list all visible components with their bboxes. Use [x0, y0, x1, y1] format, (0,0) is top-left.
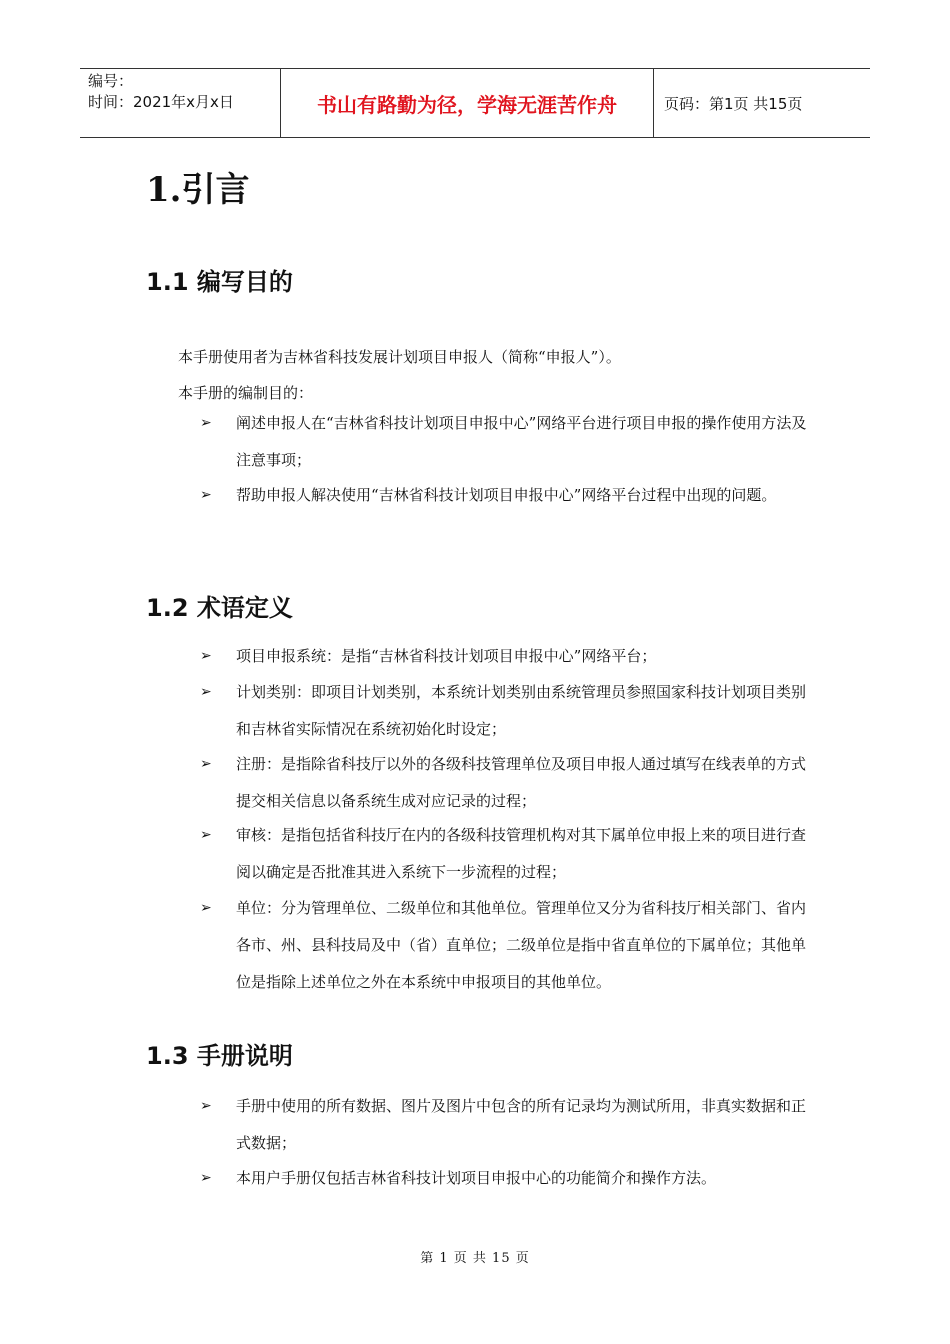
document-title: 1.引言 [146, 170, 250, 210]
paragraph: 本手册的编制目的： [178, 384, 314, 402]
time-label: 时间：2021年x月x日 [88, 93, 234, 111]
list-item: ➢ 审核：是指包括省科技厅在内的各级科技管理机构对其下属单位申报上来的项目进行查阅以确定是否批准其进入系统下一步流程的过程； [200, 817, 810, 891]
bullet-arrow-icon: ➢ [200, 1098, 212, 1114]
list-item: ➢ 单位：分为管理单位、二级单位和其他单位。管理单位又分为省科技厅相关部门、省内各市、州、县科技局及中（省）直单位；二级单位是指中省直单位的下属单位；其他单位是指除上述单位之外在本系统中申报项目的其他单位。 [200, 890, 810, 1001]
header-meta [80, 69, 280, 137]
number-label: 编号： [88, 72, 134, 90]
bullet-arrow-icon: ➢ [200, 827, 212, 843]
section-heading-1-2: 1.2 术语定义 [146, 594, 293, 622]
list-item: ➢ 本用户手册仅包括吉林省科技计划项目申报中心的功能简介和操作方法。 [200, 1160, 810, 1197]
bullet-arrow-icon: ➢ [200, 648, 212, 664]
bullet-arrow-icon: ➢ [200, 1170, 212, 1186]
bullet-arrow-icon: ➢ [200, 415, 212, 431]
list-item: ➢ 项目申报系统：是指“吉林省科技计划项目申报中心”网络平台； [200, 638, 810, 675]
paragraph: 本手册使用者为吉林省科技发展计划项目申报人（简称“申报人”）。 [178, 348, 621, 366]
page-footer: 第 1 页 共 15 页 [420, 1251, 530, 1266]
bullet-arrow-icon: ➢ [200, 900, 212, 916]
list-item: ➢ 注册：是指除省科技厅以外的各级科技管理单位及项目申报人通过填写在线表单的方式提交相关信息以备系统生成对应记录的过程； [200, 746, 810, 820]
list-item: ➢ 手册中使用的所有数据、图片及图片中包含的所有记录均为测试所用，非真实数据和正式数据； [200, 1088, 810, 1162]
section-heading-1-3: 1.3 手册说明 [146, 1042, 293, 1070]
bullet-arrow-icon: ➢ [200, 487, 212, 503]
list-item: ➢ 计划类别：即项目计划类别，本系统计划类别由系统管理员参照国家科技计划项目类别和吉林省实际情况在系统初始化时设定； [200, 674, 810, 748]
section-heading-1-1: 1.1 编写目的 [146, 268, 293, 296]
list-item: ➢ 阐述申报人在“吉林省科技计划项目申报中心”网络平台进行项目申报的操作使用方法及注意事项； [200, 405, 810, 479]
bullet-arrow-icon: ➢ [200, 684, 212, 700]
header-page-info: 页码：第1页 共15页 [664, 94, 803, 113]
header-motto: 书山有路勤为径，学海无涯苦作舟 [280, 69, 654, 137]
page-header [80, 68, 870, 138]
bullet-arrow-icon: ➢ [200, 756, 212, 772]
list-item: ➢ 帮助申报人解决使用“吉林省科技计划项目申报中心”网络平台过程中出现的问题。 [200, 477, 810, 514]
